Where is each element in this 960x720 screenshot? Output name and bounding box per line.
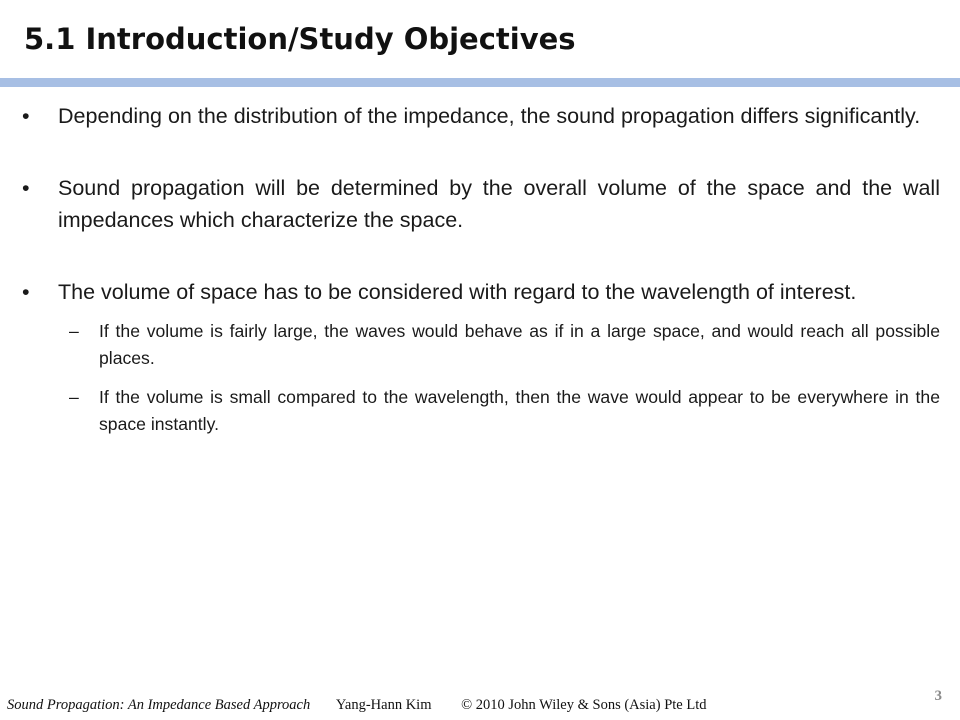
sub-bullet-item [22,384,940,438]
page-number: 3 [934,688,942,704]
bullet-marker: • [22,280,30,304]
title-underline-bar [0,78,960,87]
bullet-text: Sound propagation will be determined by the overall volume of the space and the wall impedances which characterize the space. [58,176,940,232]
bullet-marker: • [22,176,30,200]
bullet-text: Depending on the distribution of the impedance, the sound propagation differs significantly. [58,104,921,128]
sub-bullet-text: If the volume is fairly large, the waves would behave as if in a large space, and would reach all possible places. [99,321,940,368]
footer-book-title: Sound Propagation: An Impedance Based Approach [7,697,311,713]
sub-bullet-marker: – [69,321,79,341]
footer-author: Yang-Hann Kim [335,697,432,713]
bullet-item [22,100,940,132]
bullet-text: The volume of space has to be considered with regard to the wavelength of interest. [58,280,857,304]
bullet-item [22,276,940,308]
footer-copyright: © 2010 John Wiley & Sons (Asia) Pte Ltd [461,697,707,713]
slide-body [22,100,940,438]
sub-bullet-marker: – [69,387,79,407]
bullet-marker: • [22,104,30,128]
slide-footer [7,697,707,714]
sub-bullet-item [22,318,940,372]
sub-bullet-text: If the volume is small compared to the wavelength, then the wave would appear to be everywhere in the space instantly. [99,387,940,434]
slide-title: 5.1 Introduction/Study Objectives [24,22,576,56]
bullet-item [22,172,940,236]
